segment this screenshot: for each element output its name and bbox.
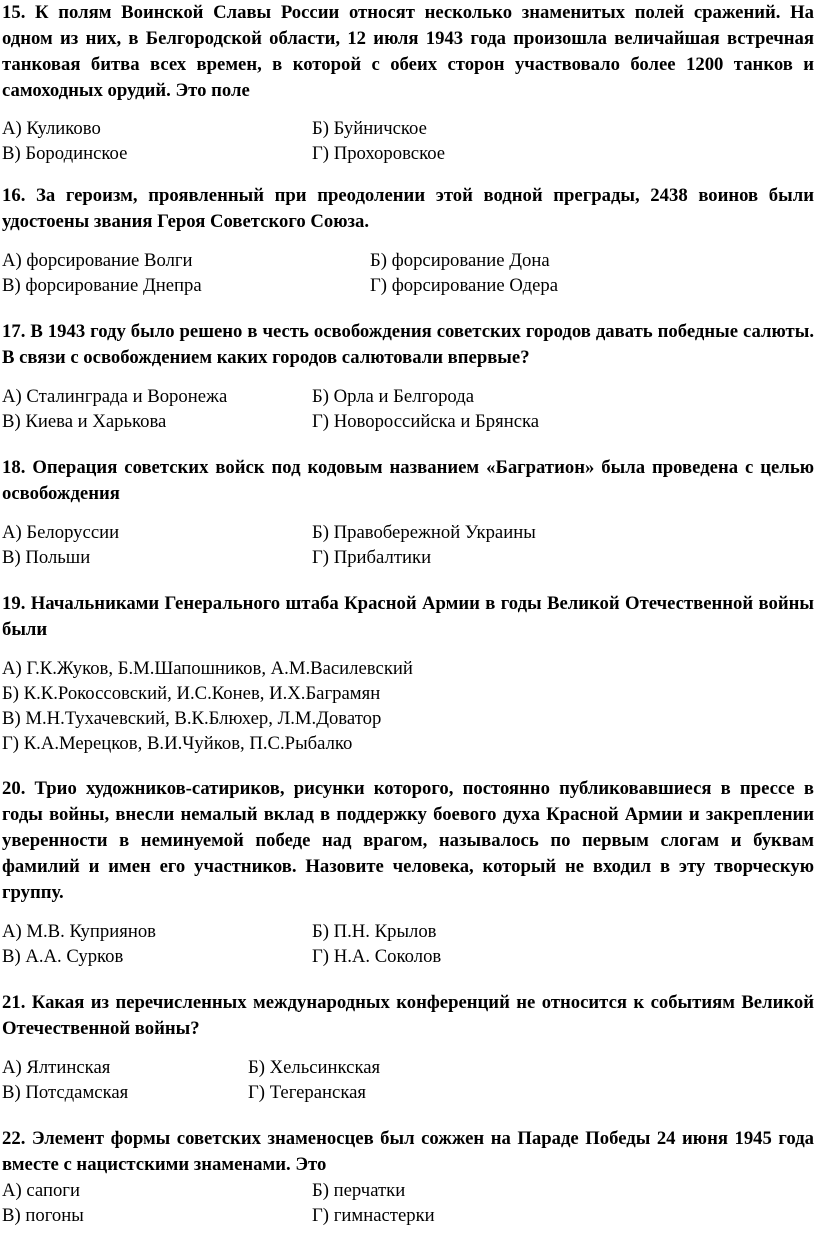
question-18-text: 18. Операция советских войск под кодовым названием «Багратион» была проведена с целью освобождения bbox=[2, 457, 814, 504]
question-18-options bbox=[2, 520, 814, 570]
option-g: Г) К.А.Мерецков, В.И.Чуйков, П.С.Рыбалко bbox=[2, 733, 353, 754]
question-19-options bbox=[2, 656, 814, 756]
option-g: Г) Новороссийска и Брянска bbox=[312, 411, 540, 432]
option-v: В) Польши bbox=[2, 547, 91, 568]
question-16 bbox=[2, 183, 814, 298]
option-b: Б) Хельсинкская bbox=[248, 1057, 381, 1078]
question-22-options bbox=[2, 1178, 814, 1228]
question-15-options bbox=[2, 116, 814, 166]
option-b: Б) форсирование Дона bbox=[370, 250, 550, 271]
option-g: Г) Тегеранская bbox=[248, 1082, 367, 1103]
question-22-text: 22. Элемент формы советских знаменосцев был сожжен на Параде Победы 24 июня 1945 года вместе с нацистскими знаменами. Это bbox=[2, 1128, 814, 1175]
option-a: А) Г.К.Жуков, Б.М.Шапошников, А.М.Василевский bbox=[2, 658, 413, 679]
option-g: Г) Прибалтики bbox=[312, 547, 432, 568]
option-a: А) Ялтинская bbox=[2, 1057, 111, 1078]
option-b: Б) перчатки bbox=[312, 1180, 406, 1201]
option-b: Б) Буйничское bbox=[312, 118, 427, 139]
option-a: А) Сталинграда и Воронежа bbox=[2, 386, 228, 407]
question-17 bbox=[2, 319, 814, 434]
option-v: В) М.Н.Тухачевский, В.К.Блюхер, Л.М.Доватор bbox=[2, 708, 382, 729]
option-a: А) Куликово bbox=[2, 118, 101, 139]
question-17-options bbox=[2, 384, 814, 434]
option-g: Г) Н.А. Соколов bbox=[312, 946, 442, 967]
option-g: Г) форсирование Одера bbox=[370, 275, 559, 296]
question-19-text: 19. Начальниками Генерального штаба Красной Армии в годы Великой Отечественной войны были bbox=[2, 593, 814, 640]
option-a: А) форсирование Волги bbox=[2, 250, 193, 271]
option-v: В) Потсдамская bbox=[2, 1082, 129, 1103]
question-15 bbox=[2, 0, 814, 166]
option-b: Б) Правобережной Украины bbox=[312, 522, 536, 543]
option-b: Б) Орла и Белгорода bbox=[312, 386, 475, 407]
question-21-options bbox=[2, 1055, 814, 1105]
option-a: А) сапоги bbox=[2, 1180, 80, 1201]
question-20-options bbox=[2, 919, 814, 969]
question-16-text: 16. За героизм, проявленный при преодолении этой водной преграды, 2438 воинов были удостоены звания Героя Советского Союза. bbox=[2, 185, 814, 232]
question-17-text: 17. В 1943 году было решено в честь освобождения советских городов давать победные салюты. В связи с освобождением каких городов салютовали впервые? bbox=[2, 321, 814, 368]
option-b: Б) П.Н. Крылов bbox=[312, 921, 437, 942]
option-a: А) М.В. Куприянов bbox=[2, 921, 156, 942]
option-v: В) Киева и Харькова bbox=[2, 411, 167, 432]
option-v: В) форсирование Днепра bbox=[2, 275, 202, 296]
question-20 bbox=[2, 776, 814, 969]
option-a: А) Белоруссии bbox=[2, 522, 120, 543]
question-21 bbox=[2, 990, 814, 1105]
option-v: В) Бородинское bbox=[2, 143, 128, 164]
question-21-text: 21. Какая из перечисленных международных конференций не относится к событиям Великой Отечественной войны? bbox=[2, 992, 814, 1039]
option-v: В) погоны bbox=[2, 1205, 84, 1226]
question-22 bbox=[2, 1126, 814, 1228]
question-16-options bbox=[2, 248, 814, 298]
option-v: В) А.А. Сурков bbox=[2, 946, 124, 967]
question-15-text: 15. К полям Воинской Славы России относят несколько знаменитых полей сражений. На одном из них, в Белгородской области, 12 июля 1943 года произошла величайшая встречная танковая битва всех времен, в которой с обеих сторон участвовало более 1200 танков и самоходных орудий. Это поле bbox=[2, 2, 814, 101]
option-g: Г) гимнастерки bbox=[312, 1205, 435, 1226]
question-18 bbox=[2, 455, 814, 570]
option-g: Г) Прохоровское bbox=[312, 143, 446, 164]
option-b: Б) К.К.Рокоссовский, И.С.Конев, И.Х.Баграмян bbox=[2, 683, 381, 704]
question-19 bbox=[2, 591, 814, 756]
question-20-text: 20. Трио художников-сатириков, рисунки которого, постоянно публиковавшиеся в прессе в годы войны, внесли немалый вклад в поддержку боевого духа Красной Армии и закреплении уверенности в неминуемой победе над врагом, называлось по первым слогам и буквам фамилий и имен его участников. Назовите человека, который не входил в эту творческую группу. bbox=[2, 778, 814, 903]
